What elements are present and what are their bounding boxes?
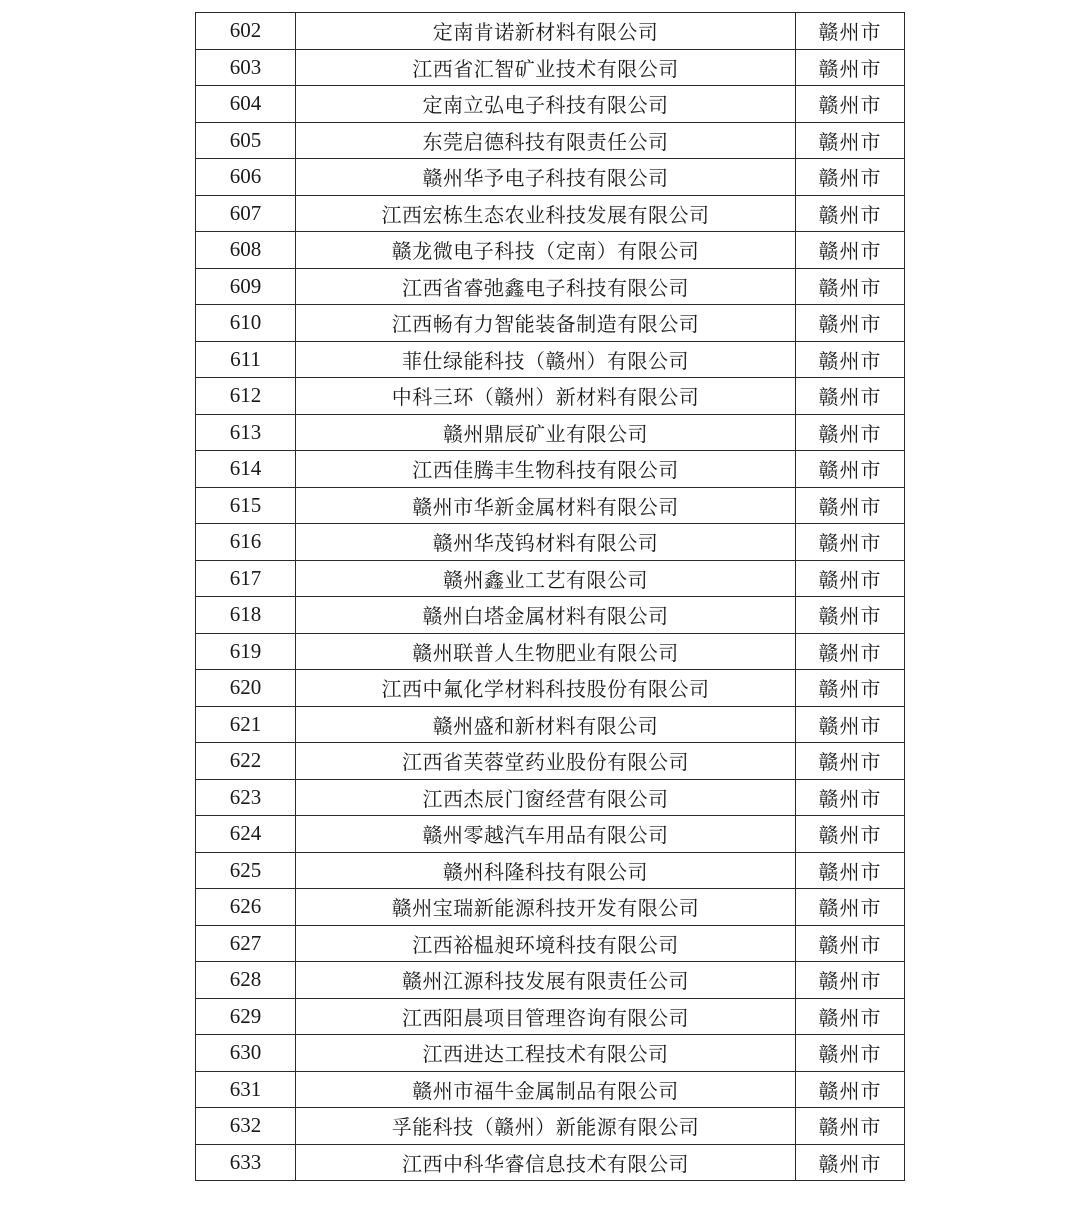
row-number-cell: 611	[196, 341, 296, 378]
table-row	[196, 779, 905, 816]
city-cell: 赣州市	[796, 816, 905, 853]
table-row	[196, 195, 905, 232]
company-name-cell: 赣州白塔金属材料有限公司	[296, 597, 796, 634]
row-number-cell: 630	[196, 1035, 296, 1072]
company-name-cell: 赣州鑫业工艺有限公司	[296, 560, 796, 597]
city-cell: 赣州市	[796, 889, 905, 926]
row-number-cell: 621	[196, 706, 296, 743]
company-name-cell: 赣州华茂钨材料有限公司	[296, 524, 796, 561]
row-number-cell: 625	[196, 852, 296, 889]
table-row	[196, 451, 905, 488]
company-name-cell: 江西宏栋生态农业科技发展有限公司	[296, 195, 796, 232]
city-cell: 赣州市	[796, 49, 905, 86]
row-number-cell: 617	[196, 560, 296, 597]
city-cell: 赣州市	[796, 743, 905, 780]
row-number-cell: 632	[196, 1108, 296, 1145]
company-name-cell: 江西中氟化学材料科技股份有限公司	[296, 670, 796, 707]
city-cell: 赣州市	[796, 268, 905, 305]
company-name-cell: 赣州江源科技发展有限责任公司	[296, 962, 796, 999]
row-number-cell: 626	[196, 889, 296, 926]
table-row	[196, 122, 905, 159]
company-name-cell: 江西省汇智矿业技术有限公司	[296, 49, 796, 86]
company-name-cell: 江西杰辰门窗经营有限公司	[296, 779, 796, 816]
city-cell: 赣州市	[796, 159, 905, 196]
city-cell: 赣州市	[796, 852, 905, 889]
table-row	[196, 487, 905, 524]
company-name-cell: 江西畅有力智能装备制造有限公司	[296, 305, 796, 342]
row-number-cell: 622	[196, 743, 296, 780]
city-cell: 赣州市	[796, 341, 905, 378]
company-name-cell: 菲仕绿能科技（赣州）有限公司	[296, 341, 796, 378]
table-row	[196, 889, 905, 926]
table-row	[196, 962, 905, 999]
table-row	[196, 743, 905, 780]
company-name-cell: 定南立弘电子科技有限公司	[296, 86, 796, 123]
city-cell: 赣州市	[796, 232, 905, 269]
city-cell: 赣州市	[796, 779, 905, 816]
city-cell: 赣州市	[796, 633, 905, 670]
table-row	[196, 852, 905, 889]
city-cell: 赣州市	[796, 925, 905, 962]
company-name-cell: 赣州市福牛金属制品有限公司	[296, 1071, 796, 1108]
company-name-cell: 赣州联普人生物肥业有限公司	[296, 633, 796, 670]
row-number-cell: 606	[196, 159, 296, 196]
table-row	[196, 414, 905, 451]
table-row	[196, 597, 905, 634]
company-name-cell: 赣州科隆科技有限公司	[296, 852, 796, 889]
row-number-cell: 614	[196, 451, 296, 488]
company-name-cell: 孚能科技（赣州）新能源有限公司	[296, 1108, 796, 1145]
table-row	[196, 159, 905, 196]
row-number-cell: 623	[196, 779, 296, 816]
row-number-cell: 602	[196, 13, 296, 50]
company-name-cell: 赣州宝瑞新能源科技开发有限公司	[296, 889, 796, 926]
row-number-cell: 608	[196, 232, 296, 269]
row-number-cell: 603	[196, 49, 296, 86]
company-name-cell: 江西省芙蓉堂药业股份有限公司	[296, 743, 796, 780]
table-row	[196, 268, 905, 305]
company-name-cell: 赣州零越汽车用品有限公司	[296, 816, 796, 853]
table-row	[196, 706, 905, 743]
company-name-cell: 江西进达工程技术有限公司	[296, 1035, 796, 1072]
table-row	[196, 998, 905, 1035]
city-cell: 赣州市	[796, 670, 905, 707]
row-number-cell: 612	[196, 378, 296, 415]
table-row	[196, 816, 905, 853]
city-cell: 赣州市	[796, 1035, 905, 1072]
company-name-cell: 江西省睿弛鑫电子科技有限公司	[296, 268, 796, 305]
table-body	[196, 13, 905, 1181]
table-row	[196, 305, 905, 342]
table-row	[196, 560, 905, 597]
row-number-cell: 633	[196, 1144, 296, 1181]
company-list-table-container	[195, 12, 904, 1181]
company-name-cell: 赣龙微电子科技（定南）有限公司	[296, 232, 796, 269]
city-cell: 赣州市	[796, 1144, 905, 1181]
row-number-cell: 618	[196, 597, 296, 634]
city-cell: 赣州市	[796, 524, 905, 561]
city-cell: 赣州市	[796, 706, 905, 743]
row-number-cell: 624	[196, 816, 296, 853]
row-number-cell: 607	[196, 195, 296, 232]
table-row	[196, 1071, 905, 1108]
row-number-cell: 631	[196, 1071, 296, 1108]
table-row	[196, 670, 905, 707]
company-name-cell: 江西阳晨项目管理咨询有限公司	[296, 998, 796, 1035]
row-number-cell: 627	[196, 925, 296, 962]
table-row	[196, 49, 905, 86]
row-number-cell: 615	[196, 487, 296, 524]
city-cell: 赣州市	[796, 1108, 905, 1145]
city-cell: 赣州市	[796, 962, 905, 999]
company-name-cell: 赣州市华新金属材料有限公司	[296, 487, 796, 524]
company-name-cell: 中科三环（赣州）新材料有限公司	[296, 378, 796, 415]
row-number-cell: 620	[196, 670, 296, 707]
company-name-cell: 江西裕榅昶环境科技有限公司	[296, 925, 796, 962]
company-list-table	[195, 12, 905, 1181]
row-number-cell: 616	[196, 524, 296, 561]
city-cell: 赣州市	[796, 305, 905, 342]
city-cell: 赣州市	[796, 122, 905, 159]
city-cell: 赣州市	[796, 597, 905, 634]
company-name-cell: 赣州盛和新材料有限公司	[296, 706, 796, 743]
company-name-cell: 定南肯诺新材料有限公司	[296, 13, 796, 50]
table-row	[196, 86, 905, 123]
company-name-cell: 赣州华予电子科技有限公司	[296, 159, 796, 196]
table-row	[196, 1108, 905, 1145]
table-row	[196, 633, 905, 670]
table-row	[196, 925, 905, 962]
row-number-cell: 613	[196, 414, 296, 451]
row-number-cell: 610	[196, 305, 296, 342]
city-cell: 赣州市	[796, 414, 905, 451]
row-number-cell: 605	[196, 122, 296, 159]
city-cell: 赣州市	[796, 998, 905, 1035]
company-name-cell: 江西中科华睿信息技术有限公司	[296, 1144, 796, 1181]
city-cell: 赣州市	[796, 86, 905, 123]
company-name-cell: 东莞启德科技有限责任公司	[296, 122, 796, 159]
city-cell: 赣州市	[796, 378, 905, 415]
table-row	[196, 524, 905, 561]
row-number-cell: 619	[196, 633, 296, 670]
city-cell: 赣州市	[796, 560, 905, 597]
row-number-cell: 629	[196, 998, 296, 1035]
city-cell: 赣州市	[796, 1071, 905, 1108]
company-name-cell: 江西佳腾丰生物科技有限公司	[296, 451, 796, 488]
table-row	[196, 341, 905, 378]
table-row	[196, 1035, 905, 1072]
row-number-cell: 628	[196, 962, 296, 999]
row-number-cell: 604	[196, 86, 296, 123]
row-number-cell: 609	[196, 268, 296, 305]
city-cell: 赣州市	[796, 451, 905, 488]
table-row	[196, 1144, 905, 1181]
table-row	[196, 378, 905, 415]
table-row	[196, 232, 905, 269]
company-name-cell: 赣州鼎辰矿业有限公司	[296, 414, 796, 451]
city-cell: 赣州市	[796, 13, 905, 50]
city-cell: 赣州市	[796, 487, 905, 524]
city-cell: 赣州市	[796, 195, 905, 232]
table-row	[196, 13, 905, 50]
